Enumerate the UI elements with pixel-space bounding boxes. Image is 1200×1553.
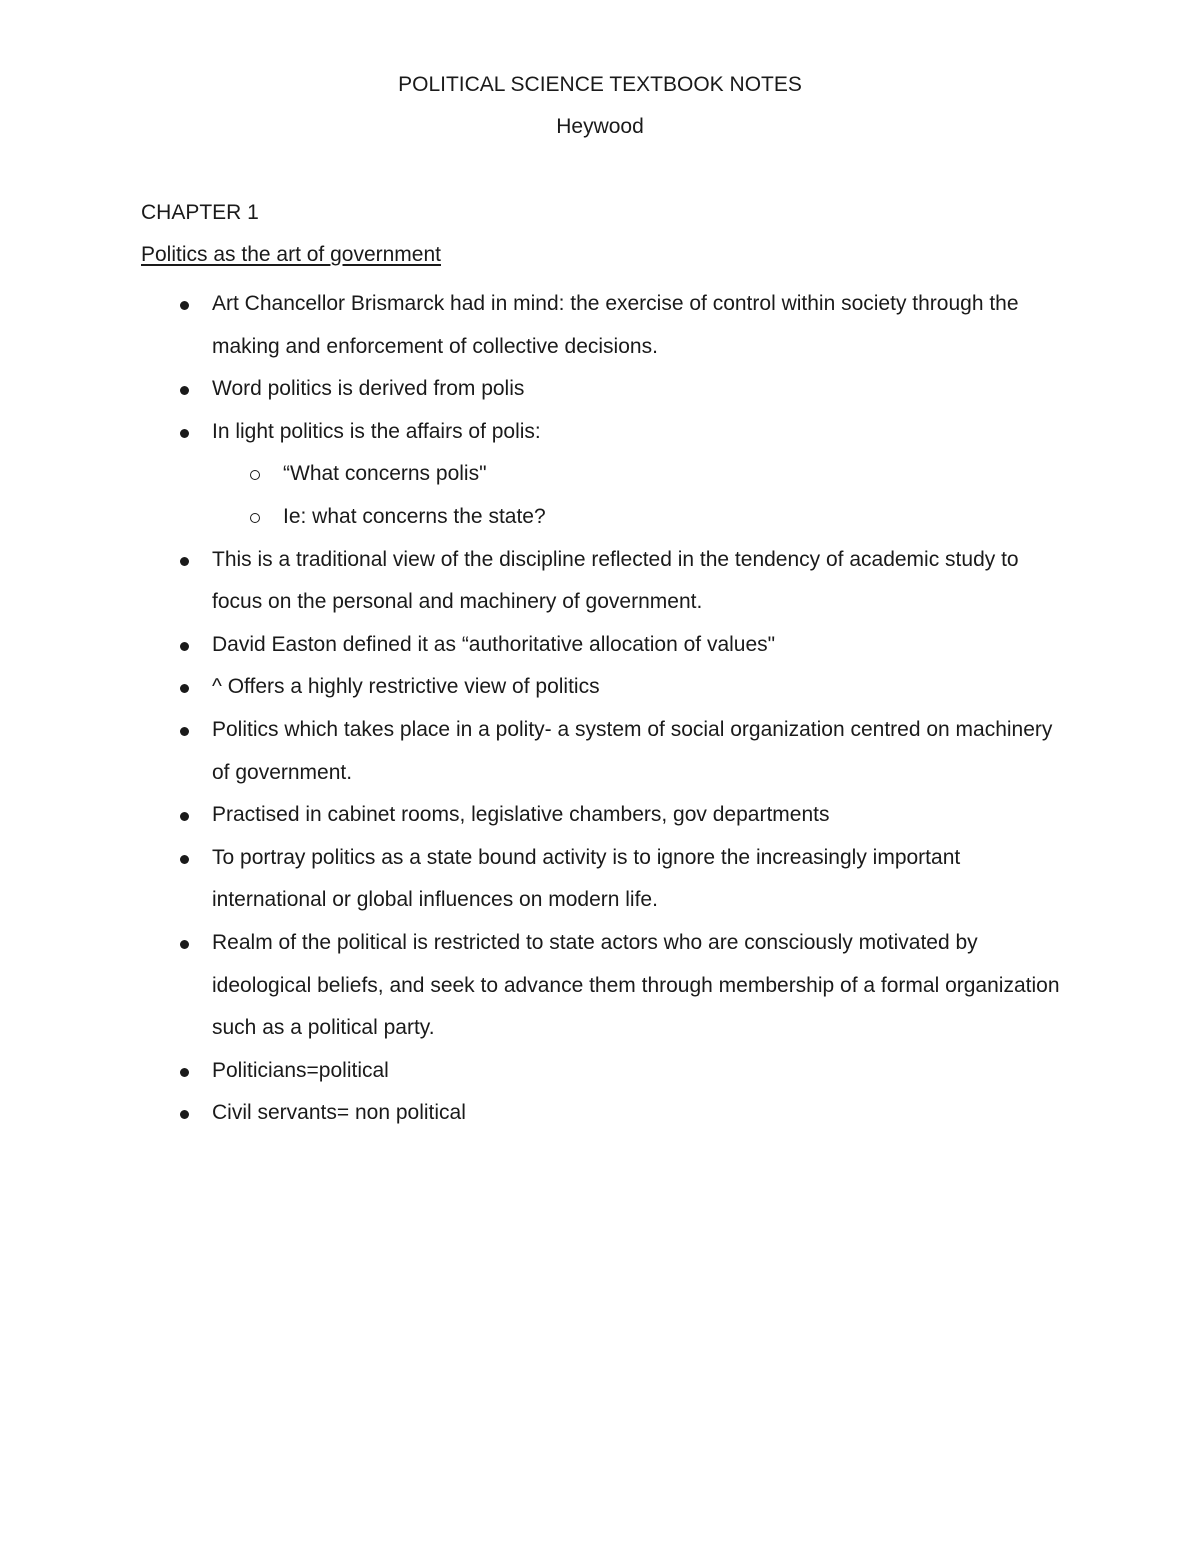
- notes-list: [0, 283, 1200, 1135]
- note-item: [0, 411, 1200, 454]
- filled-bullet-icon: [180, 1110, 189, 1119]
- note-text: Politicians=political: [212, 1058, 389, 1082]
- filled-bullet-icon: [180, 557, 189, 566]
- document-author: Heywood: [556, 115, 644, 138]
- filled-bullet-icon: [180, 684, 189, 693]
- document-title: POLITICAL SCIENCE TEXTBOOK NOTES: [398, 73, 802, 96]
- note-text: To portray politics as a state bound activity is to ignore the increasingly important international or global influences on modern life.: [212, 845, 961, 912]
- note-text: Practised in cabinet rooms, legislative chambers, gov departments: [212, 803, 830, 827]
- note-text: Ie: what concerns the state?: [283, 504, 546, 528]
- filled-bullet-icon: [180, 727, 189, 736]
- note-item: [0, 666, 1200, 709]
- note-item: [0, 368, 1200, 411]
- filled-bullet-icon: [180, 301, 189, 310]
- note-text: Art Chancellor Brismarck had in mind: the exercise of control within society through the making and enforcement of collective decisions.: [212, 292, 1019, 358]
- filled-bullet-icon: [180, 386, 189, 395]
- sub-note-item: [0, 496, 1200, 539]
- hollow-bullet-icon: [250, 513, 260, 523]
- note-item: [0, 1092, 1200, 1135]
- note-text: Civil servants= non political: [212, 1101, 466, 1125]
- hollow-bullet-icon: [250, 470, 260, 480]
- filled-bullet-icon: [180, 429, 189, 438]
- filled-bullet-icon: [180, 940, 189, 949]
- note-text: This is a traditional view of the discipline reflected in the tendency of academic study to focus on the personal and machinery of government.: [212, 547, 1019, 614]
- note-item: [0, 709, 1200, 794]
- note-item: [0, 283, 1200, 368]
- note-item: [0, 1050, 1200, 1093]
- note-item: [0, 837, 1200, 922]
- note-text: “What concerns polis": [283, 462, 487, 486]
- note-text: Realm of the political is restricted to state actors who are consciously motivated by ideological beliefs, and seek to advance them through membership of a formal organization such as a political party.: [212, 930, 1060, 1040]
- filled-bullet-icon: [180, 855, 189, 864]
- note-text: Word politics is derived from polis: [212, 377, 525, 401]
- note-text: Politics which takes place in a polity- a system of social organization centred on machinery of government.: [212, 717, 1053, 784]
- chapter-heading: CHAPTER 1: [141, 201, 259, 224]
- note-item: [0, 539, 1200, 624]
- filled-bullet-icon: [180, 642, 189, 651]
- section-heading: Politics as the art of government: [141, 243, 441, 266]
- sub-note-item: [0, 453, 1200, 496]
- filled-bullet-icon: [180, 812, 189, 821]
- filled-bullet-icon: [180, 1068, 189, 1077]
- note-item: [0, 922, 1200, 1050]
- note-item: [0, 794, 1200, 837]
- note-text: ^ Offers a highly restrictive view of politics: [212, 675, 600, 699]
- note-item: [0, 624, 1200, 667]
- note-text: In light politics is the affairs of polis:: [212, 419, 541, 443]
- note-text: David Easton defined it as “authoritative allocation of values": [212, 632, 776, 656]
